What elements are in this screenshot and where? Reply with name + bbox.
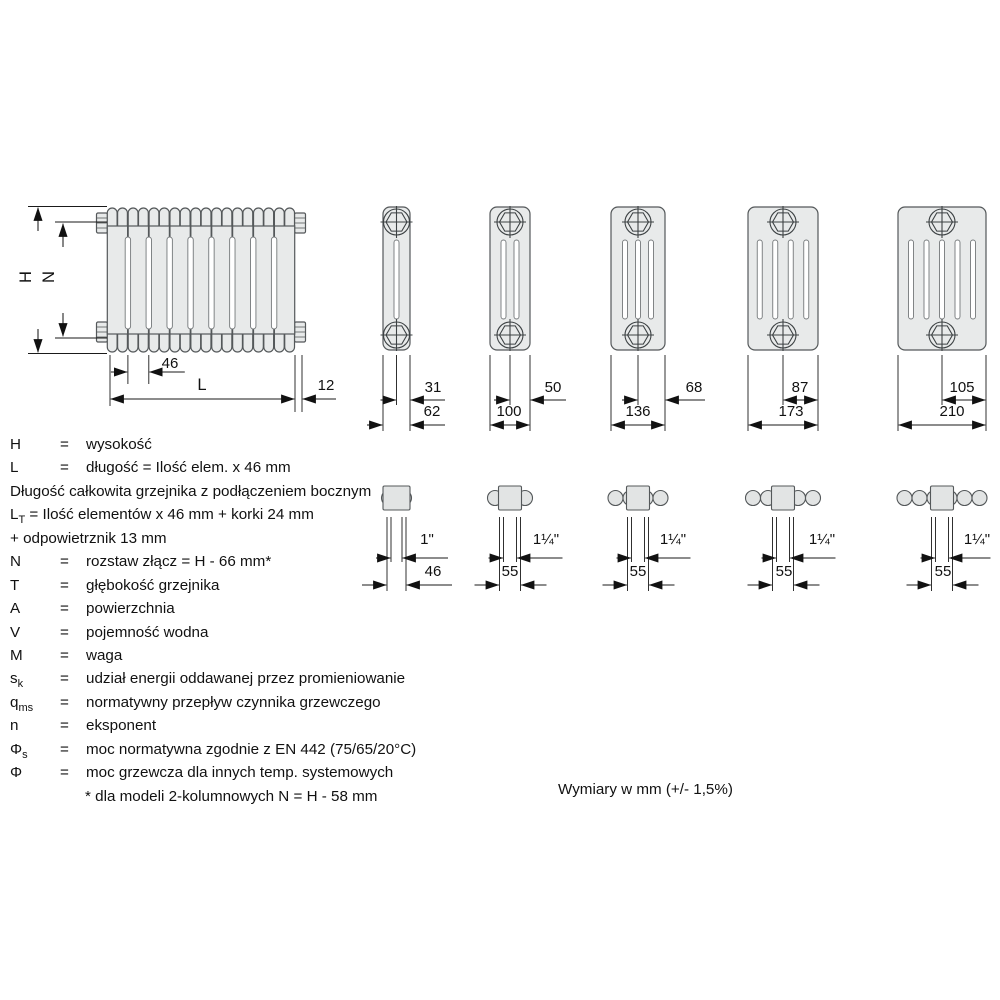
element-width-label-6col: 55: [934, 563, 952, 580]
legend-symbol: T: [10, 576, 20, 594]
legend-symbol: L: [10, 459, 19, 477]
legend-row-L: [10, 456, 500, 479]
legend-definition: moc normatywna zgodnie z EN 442 (75/65/20°C): [86, 740, 417, 758]
legend-equals: =: [60, 646, 69, 664]
column-depth-label-5col: 87: [791, 379, 809, 396]
total-depth-label-3col: 100: [496, 403, 522, 420]
column-depth-label-4col: 68: [685, 379, 703, 396]
height-dimension-label: H: [16, 271, 35, 283]
legend-definition: wysokość: [86, 436, 152, 453]
legend-equals: =: [60, 670, 69, 688]
legend-definition: powierzchnia: [86, 600, 175, 618]
legend-symbol: Φ: [10, 764, 23, 782]
legend-row-n: [10, 714, 500, 737]
legend-symbol: n: [10, 717, 19, 735]
legend-definition: moc grzewcza dla innych temp. systemowych: [86, 764, 394, 782]
legend-symbol: $\Phi_s$: [10, 740, 28, 761]
connection-size-label-3col: 1¼": [532, 531, 560, 548]
side-extension-label: 12: [317, 377, 335, 394]
legend-equals: =: [60, 576, 69, 594]
legend-definition: pojemność wodna: [86, 623, 209, 641]
column-depth-label-6col: 105: [949, 379, 975, 396]
legend-equals: =: [60, 740, 69, 758]
legend-definition: eksponent: [86, 717, 157, 735]
legend-definition: waga: [86, 646, 123, 664]
symbol-legend: [10, 433, 500, 808]
hub-spacing-dimension-label: N: [39, 271, 58, 283]
element-width-label-2col: 46: [424, 563, 442, 580]
legend-row-N: [10, 550, 500, 573]
legend-row-H: [10, 433, 500, 456]
legend-symbol: V: [10, 623, 21, 641]
legend-equals: =: [60, 436, 69, 453]
front-view-radiator: [28, 207, 336, 413]
length-dimension-label: L: [197, 376, 207, 394]
legend-row-V: [10, 621, 500, 644]
legend-definition: rozstaw złącz = H - 66 mm*: [86, 553, 272, 571]
legend-definition: = Ilość elementów x 46 mm + korki 24 mm: [25, 506, 314, 524]
legend-equals: =: [60, 623, 69, 641]
legend-equals: =: [60, 600, 69, 618]
legend-row-Φ: [10, 761, 500, 784]
legend-row-note: + odpowietrznik 13 mm: [10, 529, 167, 547]
legend-row-T: [10, 574, 500, 597]
legend-definition: udział energii oddawanej przez promieniowanie: [86, 670, 406, 688]
legend-row-A: [10, 597, 500, 620]
column-depth-label-3col: 50: [544, 379, 562, 396]
total-depth-label-2col: 62: [423, 403, 441, 420]
connection-size-label-2col: 1": [420, 531, 434, 548]
legend-equals: =: [60, 553, 69, 571]
element-pitch-label: 46: [161, 355, 179, 372]
legend-definition: normatywny przepływ czynnika grzewczego: [86, 693, 381, 711]
cross-section-5-columns: [748, 206, 818, 431]
legend-symbol: H: [10, 436, 21, 453]
legend-symbol: $s_k$: [10, 670, 24, 691]
legend-row-Φs: [10, 738, 500, 761]
legend-symbol: N: [10, 553, 21, 571]
legend-symbol: A: [10, 600, 21, 618]
element-width-label-5col: 55: [775, 563, 793, 580]
total-depth-label-5col: 173: [778, 403, 804, 420]
legend-row-note: * dla modeli 2-kolumnowych N = H - 58 mm: [85, 787, 378, 805]
connection-size-label-4col: 1¼": [659, 531, 687, 548]
legend-equals: =: [60, 693, 69, 711]
legend-row-qms: [10, 691, 500, 714]
legend-row-LT: [10, 503, 500, 526]
units-tolerance-note: Wymiary w mm (+/- 1,5%): [558, 781, 733, 798]
legend-row-sk: [10, 667, 500, 690]
legend-definition: głębokość grzejnika: [86, 576, 220, 594]
cross-section-4-columns: [611, 206, 705, 431]
cross-section-3-columns: [490, 206, 566, 431]
legend-equals: =: [60, 717, 69, 735]
legend-row-M: [10, 644, 500, 667]
connection-size-label-5col: 1¼": [808, 531, 836, 548]
legend-equals: =: [60, 459, 69, 477]
connection-size-label-6col: 1¼": [963, 531, 991, 548]
legend-symbol: M: [10, 646, 23, 664]
legend-definition: długość = Ilość elem. x 46 mm: [86, 459, 291, 477]
legend-equals: =: [60, 764, 69, 782]
element-width-label-4col: 55: [629, 563, 647, 580]
legend-symbol: $q_{ms}$: [10, 693, 34, 714]
column-depth-label-2col: 31: [424, 379, 442, 396]
legend-symbol: $L_T$: [10, 506, 26, 527]
element-width-label-3col: 55: [501, 563, 519, 580]
cross-section-6-columns: [898, 206, 986, 431]
total-depth-label-4col: 136: [625, 403, 651, 420]
total-depth-label-6col: 210: [939, 403, 965, 420]
cross-section-2-columns: [367, 206, 445, 431]
legend-row-note: Długość całkowita grzejnika z podłączeniem bocznym: [10, 482, 372, 500]
